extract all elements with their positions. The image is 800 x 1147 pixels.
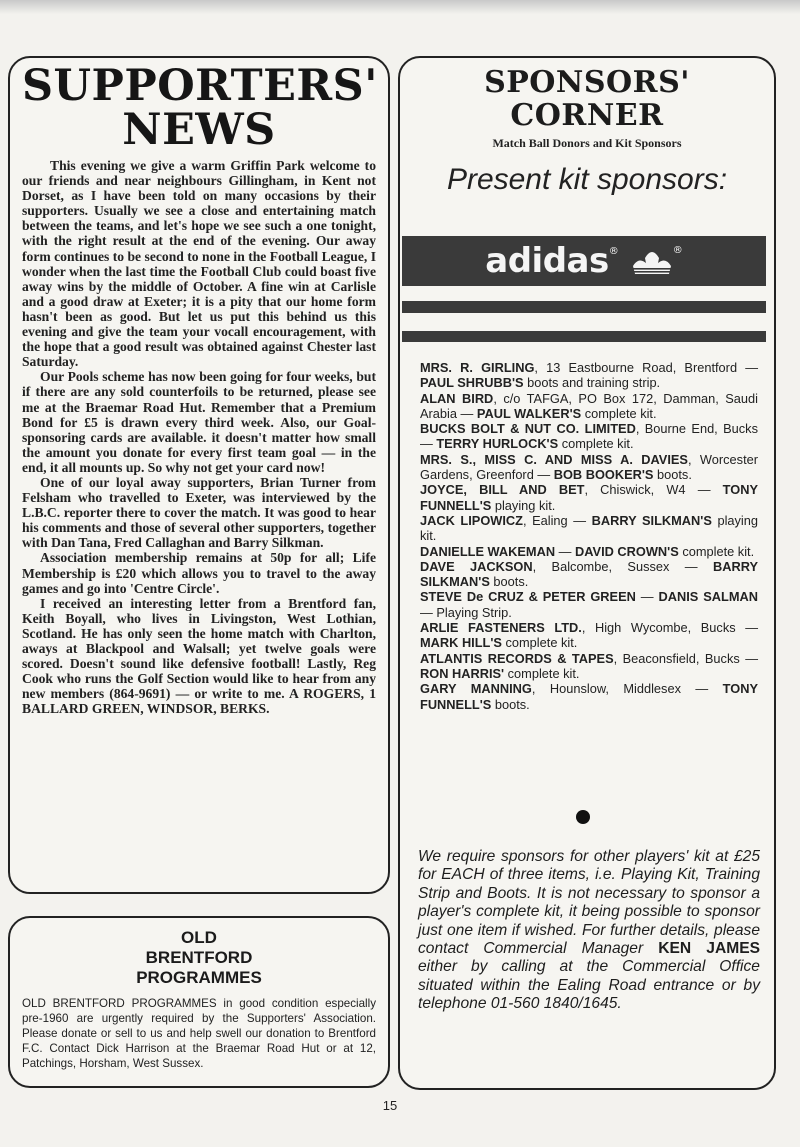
sponsor-name: BUCKS BOLT & NUT CO. LIMITED: [420, 421, 636, 437]
sponsors-request-note: [418, 848, 760, 1014]
kit-item: boots.: [489, 574, 529, 590]
trefoil-icon: [629, 244, 675, 278]
sponsor-detail: , Worcester Gardens, Greenford —: [420, 451, 758, 483]
sponsor-name: DANIELLE WAKEMAN: [420, 543, 556, 559]
player-name: BOB BOOKER'S: [553, 467, 654, 483]
old-programmes-body: OLD BRENTFORD PROGRAMMES in good condition especially pre-1960 are urgently required by the Supporters' Association. Please donate or sell to us and help swell our donation to Brentford F.C. Contact Dick Harrison at the Braemar Road Hut or at 12, Patchings, Horsham, West Sussex.: [22, 997, 376, 1070]
sponsor-name: DAVE JACKSON: [420, 558, 533, 574]
sponsors-corner-title: [412, 66, 762, 132]
player-name: TONY FUNNELL'S: [420, 482, 758, 513]
sponsors-corner-panel: [398, 56, 776, 1090]
player-name: TERRY HURLOCK'S: [436, 436, 559, 452]
news-paragraph: One of our loyal away supporters, Brian Turner from Felsham who travelled to Exeter, was interviewed by the L.B.C. reporter there to cover the match. It was good to hear his comments and those of several other supporters, together with Dan Tana, Fred Callaghan and Barry Silkman.: [22, 474, 376, 551]
player-name: TONY FUNNELL'S: [420, 681, 758, 712]
old-programmes-title-line2: BRENTFORD: [145, 948, 253, 967]
player-name: RON HARRIS': [420, 665, 505, 681]
player-name: BARRY SILKMAN'S: [420, 558, 759, 590]
page-top-shadow: [0, 0, 800, 14]
sponsor-entry: [420, 681, 758, 712]
note-text-part1: We require sponsors for other players' kit at £25 for EACH of three items, i.e. Playing Kit, Training Strip and Boots. It is not necessary to sponsor a player's complete kit, it being possible to sponsor just one item if wished. For further details, please contact Commercial Manager: [418, 848, 760, 958]
sponsor-detail: —: [635, 589, 659, 605]
sponsor-entry: [420, 513, 758, 544]
kit-item: complete kit.: [504, 665, 580, 681]
sponsors-subtitle: Match Ball Donors and Kit Sponsors: [492, 136, 682, 150]
adidas-logo-word: adidas: [485, 241, 609, 281]
sponsor-detail: , Ealing —: [522, 512, 592, 528]
sponsor-name: ATLANTIS RECORDS & TAPES: [420, 650, 614, 666]
adidas-logo-banner: [402, 236, 766, 286]
bullet-point: [576, 810, 590, 824]
kit-item: complete kit.: [678, 543, 755, 559]
sponsor-detail: , Hounslow, Middlesex —: [531, 681, 723, 697]
sponsor-entry: [420, 421, 758, 452]
old-programmes-panel: [8, 916, 390, 1088]
sponsor-detail: , Chiswick, W4 —: [584, 482, 723, 498]
news-paragraph: This evening we give a warm Griffin Park welcome to our friends and near neighbours Gillingham, in Kent not Dorset, as I have been told on many occasions by their supporters. Usually we see a close and entertaining match between the teams, and let's hope we see such a one tonight, with the right result at the end of the evening. Our away form continues to be second to none in the Football League, I wonder when the last time the Football Club could boast five away wins by the middle of October. A fine win at Carlisle and a good draw at Exeter; it is a pity that our home form hasn't been as good. But let us put this behind us this evening and give the team your vocall encouragement, with the hope that a good result was obtained against Chester last Saturday.: [22, 158, 376, 370]
sponsor-entry: [420, 452, 758, 483]
news-paragraph: Association membership remains at 50p for all; Life Membership is £20 which allows you to travel to the away games and go into 'Centre Circle'.: [22, 550, 376, 596]
player-name: PAUL WALKER'S: [476, 405, 582, 421]
present-sponsors-heading: Present kit sponsors:: [446, 163, 728, 196]
kit-item: boots.: [653, 467, 692, 483]
sponsor-entry: [420, 391, 758, 422]
old-programmes-title: [22, 928, 376, 988]
kit-item: boots.: [491, 696, 530, 712]
player-name: DAVID CROWN'S: [575, 543, 679, 559]
kit-item: playing kit.: [491, 497, 556, 513]
sponsor-name: JACK LIPOWICZ: [420, 512, 523, 528]
sponsor-name: GARY MANNING: [420, 681, 532, 697]
sponsor-entry: [420, 651, 758, 682]
player-name: PAUL SHRUBB'S: [420, 375, 524, 391]
sponsor-detail: , Bourne End, Bucks —: [420, 421, 758, 452]
kit-item: complete kit.: [501, 635, 578, 651]
sponsor-detail: , Balcombe, Sussex —: [532, 558, 713, 574]
news-paragraph: Our Pools scheme has now been going for four weeks, but if there are any sold counterfoils to be returned, please see me at the Braemar Road Hut. Remember that a Premium Bond for £5 is drawn every third week. Also, our Goal-sponsoring cards are available. it doesn't matter how small the amount you donate for every first team goal — in the end, it all mounts up. So why not get your card now!: [22, 369, 376, 475]
supporters-news-panel: [8, 56, 390, 894]
sponsor-detail: , Beaconsfield, Bucks —: [613, 650, 758, 666]
supporters-news-body: [22, 158, 376, 716]
sponsor-entry: [420, 559, 758, 590]
player-name: BARRY SILKMAN'S: [591, 512, 712, 528]
kit-item: complete kit.: [558, 436, 634, 452]
sponsors-list: [420, 360, 758, 712]
sponsor-name: ARLIE FASTENERS LTD.: [420, 620, 582, 636]
supporters-news-title: [22, 61, 378, 155]
sponsor-name: STEVE De CRUZ & PETER GREEN: [420, 589, 636, 605]
sponsors-title-line1: SPONSORS': [484, 65, 690, 100]
adidas-stripe-1: [402, 301, 766, 313]
kit-item: complete kit.: [581, 405, 657, 421]
old-programmes-title-line3: PROGRAMMES: [136, 968, 262, 987]
sponsor-name: JOYCE, BILL AND BET: [420, 482, 585, 498]
sponsor-detail: —: [555, 543, 575, 559]
sponsor-name: ALAN BIRD: [420, 390, 494, 406]
kit-item: playing kit.: [420, 512, 759, 544]
supporters-news-title-line2: NEWS: [122, 105, 276, 155]
sponsor-name: MRS. S., MISS C. AND MISS A. DAVIES: [420, 451, 688, 467]
sponsor-entry: [420, 620, 758, 651]
sponsor-detail: , c/o TAFGA, PO Box 172, Damman, Saudi Arabia —: [420, 390, 758, 421]
sponsor-entry: [420, 482, 758, 513]
kit-item: boots and training strip.: [523, 375, 661, 391]
news-paragraph: I received an interesting letter from a Brentford fan, Keith Boyall, who lives in Livingston, West Lothian, Scotland. He has only seen the home match with Charlton, aways at Blackpool and Walsall; yet twelve goals were scored. Doesn't sound like defensive football! Lastly, Reg Cook who runs the Golf Section would like to hear from any new members (864-9691) — or write to me. A ROGERS, 1 BALLARD GREEN, WINDSOR, BERKS.: [22, 595, 376, 717]
sponsor-detail: , High Wycombe, Bucks —: [581, 620, 758, 636]
kit-item: — Playing Strip.: [420, 604, 512, 620]
player-name: MARK HILL'S: [420, 635, 502, 651]
player-name: DANIS SALMAN: [658, 589, 758, 605]
adidas-stripe-2: [402, 331, 766, 342]
sponsor-name: MRS. R. GIRLING: [420, 360, 535, 375]
supporters-news-title-line1: SUPPORTERS': [22, 61, 378, 111]
sponsor-entry: [420, 360, 758, 391]
sponsor-detail: , 13 Eastbourne Road, Brentford —: [534, 360, 759, 375]
old-programmes-title-line1: OLD: [181, 928, 217, 947]
adidas-registered-mark: ®: [608, 245, 619, 257]
note-contact-name: KEN JAMES: [658, 940, 761, 958]
page-number: 15: [382, 1098, 398, 1113]
trefoil-registered-mark: ®: [672, 244, 683, 256]
sponsor-entry: [420, 589, 758, 620]
note-text-part2: either by calling at the Commercial Office situated within the Ealing Road entrance or by telephone 01-560 1840/1645.: [418, 958, 760, 1013]
sponsors-title-line2: CORNER: [510, 98, 664, 133]
sponsor-entry: [420, 544, 758, 559]
